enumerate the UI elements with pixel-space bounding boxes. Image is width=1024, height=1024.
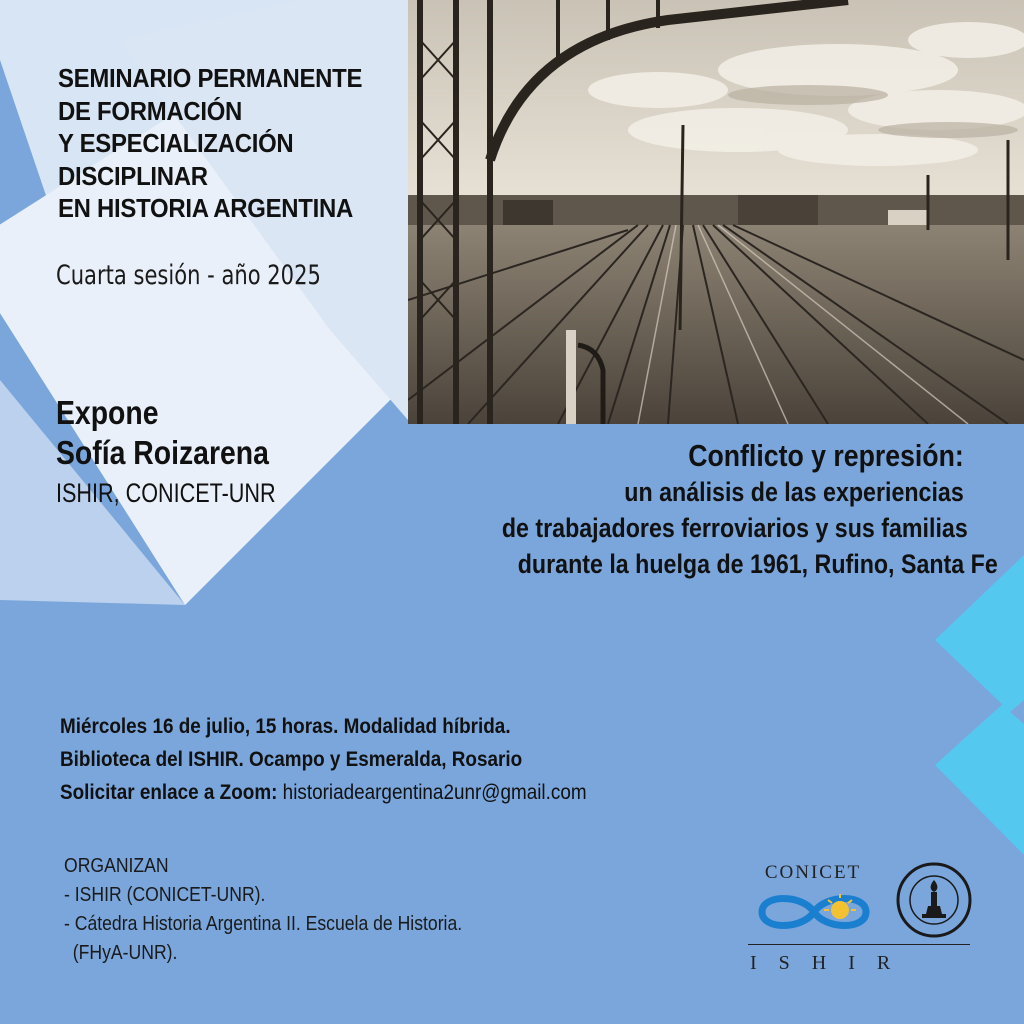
logo-divider (748, 944, 970, 945)
conicet-infinity-icon (752, 890, 876, 934)
organizer-item: - Cátedra Historia Argentina II. Escuela de Historia. (64, 913, 463, 935)
organizer-item: (FHyA-UNR). (72, 942, 178, 964)
title-line-4: DISCIPLINAR (58, 160, 208, 191)
title-line-1: SEMINARIO PERMANENTE (58, 63, 363, 93)
speaker-affiliation: ISHIR, CONICET-UNR (56, 478, 276, 508)
organizer-item: - ISHIR (CONICET-UNR). (64, 884, 266, 906)
seminar-title (58, 62, 380, 225)
event-date: Miércoles 16 de julio, 15 horas. Modalidad híbrida. (60, 715, 511, 738)
title-line-5: EN HISTORIA ARGENTINA (58, 193, 354, 223)
talk-title-block (426, 438, 998, 582)
event-place: Biblioteca del ISHIR. Ocampo y Esmeralda, Rosario (60, 748, 523, 771)
talk-subtitle-line-2: de trabajadores ferroviarios y sus familias (502, 513, 968, 543)
zoom-label: Solicitar enlace a Zoom: (60, 781, 278, 804)
conicet-wordmark: CONICET (764, 862, 862, 883)
title-line-2: DE FORMACIÓN (58, 95, 243, 126)
speaker-name: Sofía Roizarena (56, 434, 269, 471)
conicet-logo (748, 862, 878, 942)
event-info (60, 710, 587, 809)
session-subtitle: Cuarta sesión - año 2025 (56, 260, 321, 291)
speaker-block (56, 393, 269, 473)
organizers-heading: ORGANIZAN (64, 855, 169, 877)
talk-subtitle-line-3: durante la huelga de 1961, Rufino, Santa Fe (517, 549, 998, 579)
organizers (64, 852, 462, 968)
unr-seal-icon (896, 862, 972, 938)
talk-title: Conflicto y represión: (688, 438, 964, 473)
railway-yard-photo (408, 0, 1024, 424)
title-line-3: Y ESPECIALIZACIÓN (58, 128, 294, 158)
speaker-label: Expone (56, 394, 159, 431)
ishir-wordmark: ISHIR (750, 952, 913, 974)
talk-subtitle-line-1: un análisis de las experiencias (624, 477, 964, 507)
zoom-email-link[interactable]: historiadeargentina2unr@gmail.com (282, 781, 587, 804)
